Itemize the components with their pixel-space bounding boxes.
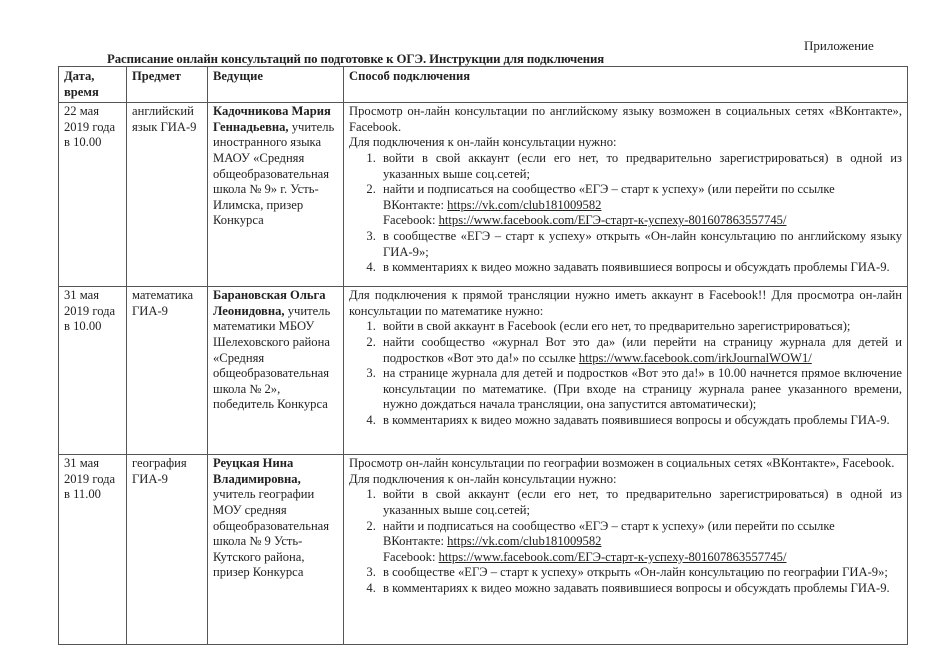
step-1: 1. войти в свой аккаунт (если его нет, то предварительно зарегистрироваться) в одной из указанных выше соц.сетей; [379, 487, 902, 518]
header-hosts: Ведущие [208, 67, 344, 103]
step-1: 1. войти в свой аккаунт (если его нет, то предварительно зарегистрироваться) в одной из указанных выше соц.сетей; [379, 151, 902, 182]
intro-text: Для подключения к прямой трансляции нужно иметь аккаунт в Facebook!! Для просмотра он-лайн консультации по математике нужно: [349, 288, 902, 318]
steps-list [349, 319, 902, 428]
subject-cell: география ГИА-9 [127, 455, 208, 645]
header-date: Дата, время [59, 67, 127, 103]
step-4: 4. в комментариях к видео можно задавать появившиеся вопросы и обсуждать проблемы ГИА-9. [379, 413, 902, 429]
schedule-table [58, 66, 908, 645]
appendix-label: Приложение [804, 38, 874, 53]
table-row [59, 287, 908, 455]
step-2-text: найти и подписаться на сообщество «ЕГЭ – старт к успеху» (или перейти по ссылке [383, 182, 835, 197]
intro-text-2: Для подключения к он-лайн консультации нужно: [349, 135, 617, 150]
host-info: учитель географии МОУ средняя общеобразовательная школа № 9 Усть-Кутского района, призер Конкурса [213, 487, 330, 580]
facebook-link[interactable]: https://www.facebook.com/ЕГЭ-старт-к-успеху-801607863557745/ [438, 213, 787, 228]
step-2 [379, 519, 902, 566]
host-cell [208, 103, 344, 287]
connection-cell [344, 103, 908, 287]
subject-cell: английский язык ГИА-9 [127, 103, 208, 287]
date-cell: 31 мая 2019 года в 11.00 [59, 455, 127, 645]
step-2 [379, 182, 902, 229]
connection-cell [344, 287, 908, 455]
step-3: 3. на странице журнала для детей и подростков «Вот это да!» в 10.00 начнется прямое включение консультации по математике. (При входе на страницу журнала ранее указанного времени, нужно дождаться начала трансляции, она запустится автоматически); [379, 366, 902, 413]
table-header-row [59, 67, 908, 103]
vk-label: ВКонтакте: [383, 534, 448, 549]
step-2-text: найти сообщество «журнал Вот это да» (или перейти на страницу журнала для детей и подростков «Вот это да!» по ссылке [383, 334, 902, 365]
intro-text-2: Для подключения к он-лайн консультации нужно: [349, 471, 617, 486]
facebook-link[interactable]: https://www.facebook.com/ЕГЭ-старт-к-успеху-801607863557745/ [438, 549, 787, 564]
facebook-label: Facebook: [383, 549, 439, 564]
host-cell [208, 455, 344, 645]
date-cell: 31 мая 2019 года в 10.00 [59, 287, 127, 455]
table-row [59, 455, 908, 645]
intro-text: Просмотр он-лайн консультации по географии возможен в социальных сетях «ВКонтакте», Facebook. [349, 456, 895, 471]
steps-list [349, 151, 902, 276]
host-info: учитель иностранного языка МАОУ «Средняя общеобразовательная школа № 9» г. Усть-Илимска, призер Конкурса [213, 119, 335, 228]
host-name: Кадочникова Мария Геннадьевна, [213, 104, 331, 134]
step-2-text: найти и подписаться на сообщество «ЕГЭ – старт к успеху» (или перейти по ссылке [383, 518, 835, 533]
connection-cell [344, 455, 908, 645]
header-connection-method: Способ подключения [344, 67, 908, 103]
vk-label: ВКонтакте: [383, 197, 448, 212]
step-4: 4. в комментариях к видео можно задавать появившиеся вопросы и обсуждать проблемы ГИА-9. [379, 581, 902, 597]
intro-text: Просмотр он-лайн консультации по английскому языку возможен в социальных сетях «ВКонтакте», Facebook. [349, 104, 902, 134]
step-3: 3. в сообществе «ЕГЭ – старт к успеху» открыть «Он-лайн консультацию по географии ГИА-9»; [379, 565, 902, 581]
host-name: Реуцкая Нина Владимировна, [213, 456, 301, 486]
host-info: учитель математики МБОУ Шелеховского района «Средняя общеобразовательная школа № 2», победитель Конкурса [213, 303, 331, 412]
subject-cell: математика ГИА-9 [127, 287, 208, 455]
vk-link[interactable]: https://vk.com/club181009582 [447, 534, 602, 549]
facebook-journal-link[interactable]: https://www.facebook.com/irkJournalWOW1/ [578, 350, 812, 365]
vk-link[interactable]: https://vk.com/club181009582 [447, 197, 602, 212]
document-title: Расписание онлайн консультаций по подготовке к ОГЭ. Инструкции для подключения [107, 52, 605, 66]
table-row [59, 103, 908, 287]
facebook-label: Facebook: [383, 213, 439, 228]
step-4: 4. в комментариях к видео можно задавать появившиеся вопросы и обсуждать проблемы ГИА-9. [379, 260, 902, 276]
steps-list [349, 487, 902, 596]
step-2 [379, 335, 902, 366]
step-1: 1. войти в свой аккаунт в Facebook (если его нет, то предварительно зарегистрироваться); [379, 319, 902, 335]
step-3: 3. в сообществе «ЕГЭ – старт к успеху» открыть «Он-лайн консультацию по английскому языку ГИА-9»; [379, 229, 902, 260]
date-cell: 22 мая 2019 года в 10.00 [59, 103, 127, 287]
host-cell [208, 287, 344, 455]
header-subject: Предмет [127, 67, 208, 103]
host-name: Барановская Ольга Леонидовна, [213, 288, 326, 318]
